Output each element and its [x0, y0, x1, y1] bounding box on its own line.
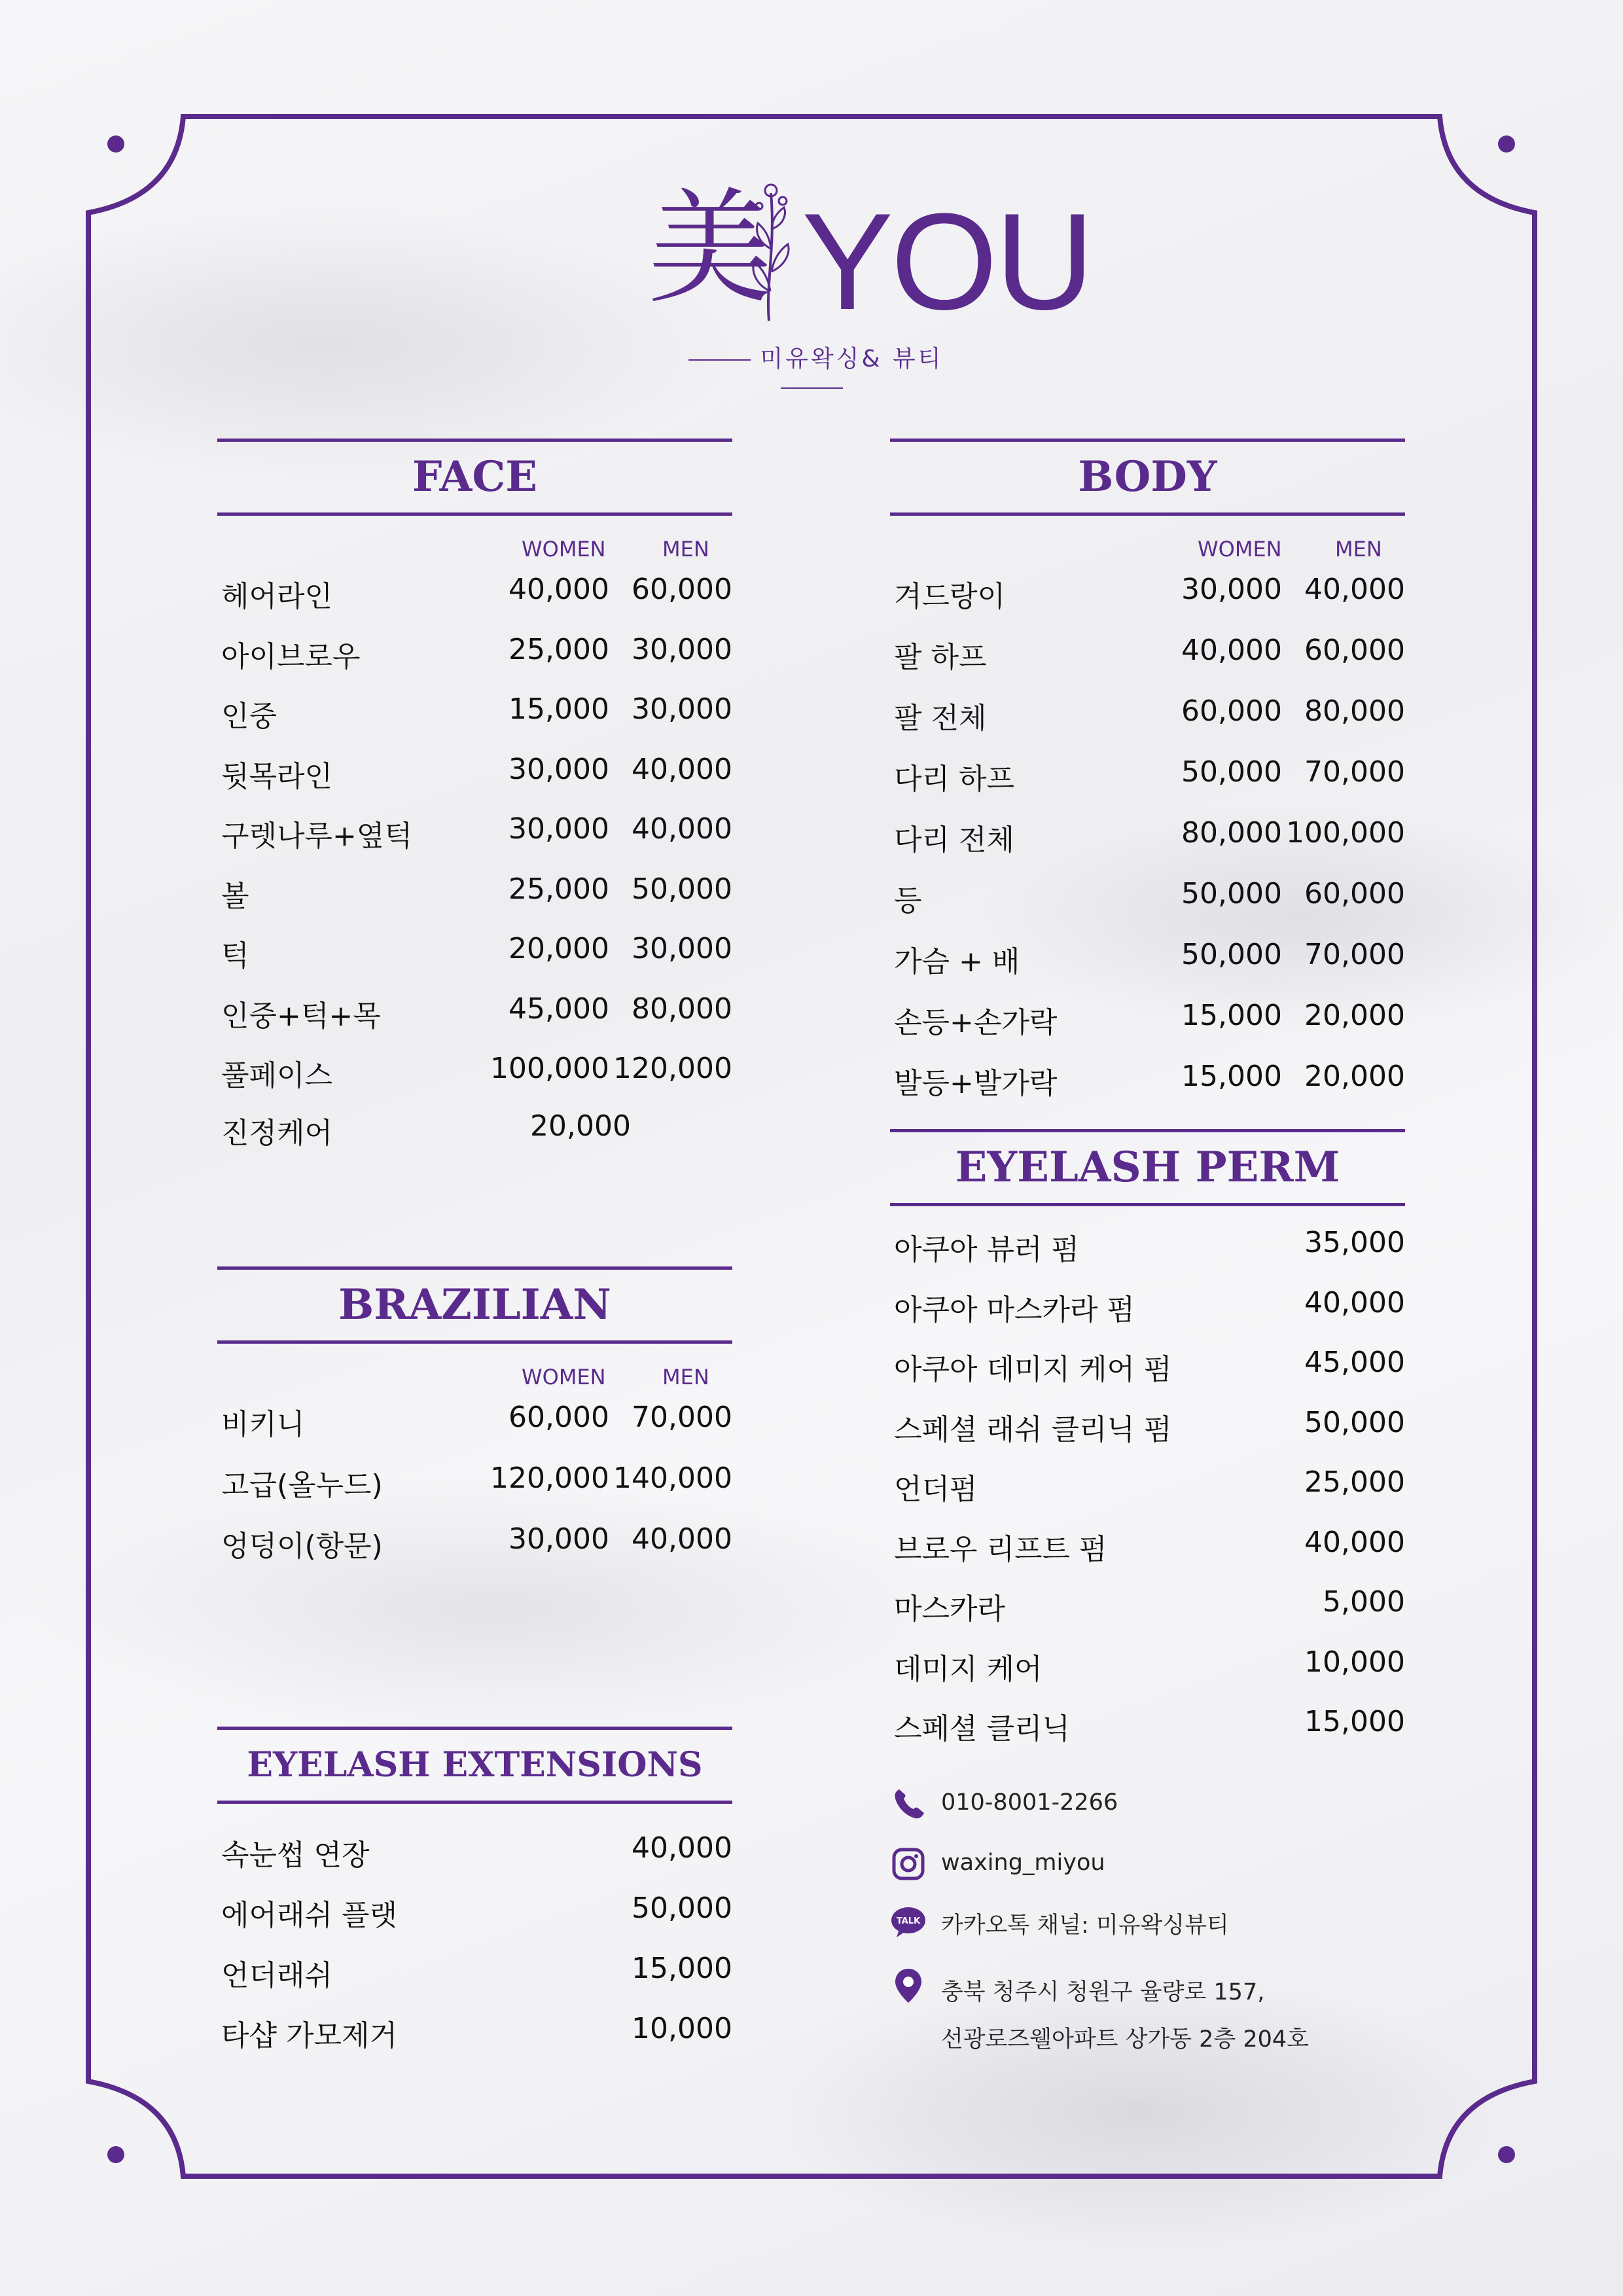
- item-name: 아쿠아 데미지 케어 펌: [894, 1353, 1172, 1386]
- price-row: [890, 1060, 1405, 1099]
- price-row: [217, 753, 732, 792]
- women-price: 15,000: [1181, 999, 1282, 1032]
- price-row: [890, 1585, 1405, 1624]
- item-name: 다리 전체: [894, 823, 1015, 857]
- women-price: 30,000: [508, 752, 609, 786]
- item-name: 등: [894, 884, 922, 918]
- item-name: 헤어라인: [221, 580, 333, 613]
- price-row: [217, 992, 732, 1031]
- price-row: [890, 1346, 1405, 1385]
- item-price: 50,000: [1304, 1405, 1405, 1439]
- item-price: 45,000: [1304, 1346, 1405, 1379]
- body-col-men: MEN: [1335, 537, 1382, 562]
- women-price: 50,000: [1181, 938, 1282, 971]
- item-name: 브로우 리프트 펌: [894, 1532, 1107, 1566]
- address-line-1: 충북 청주시 청원구 율량로 157,: [941, 1979, 1265, 2005]
- flower-sprig-icon: [740, 180, 798, 324]
- women-price: 40,000: [508, 573, 609, 606]
- price-row: [217, 1831, 732, 1871]
- item-name: 다리 하프: [894, 762, 1015, 796]
- men-price: 60,000: [1304, 634, 1405, 667]
- price-row: [217, 932, 732, 971]
- item-name: 진정케어: [221, 1117, 333, 1150]
- price-row: [890, 1705, 1405, 1744]
- item-price: 35,000: [1304, 1226, 1405, 1259]
- item-name: 풀페이스: [221, 1059, 333, 1092]
- body-col-women: WOMEN: [1198, 537, 1282, 562]
- item-price: 15,000: [1304, 1705, 1405, 1738]
- item-name: 팔 하프: [894, 641, 987, 674]
- men-price: 70,000: [1304, 938, 1405, 971]
- women-price: 45,000: [508, 992, 609, 1026]
- brand-subtitle: 미유왁싱& 뷰티: [641, 340, 982, 401]
- item-name: 데미지 케어: [894, 1652, 1043, 1686]
- item-name: 비키니: [221, 1408, 305, 1441]
- face-section: [217, 439, 732, 1158]
- price-row: [890, 1645, 1405, 1685]
- item-price: 15,000: [632, 1952, 732, 1985]
- men-price: 80,000: [632, 992, 732, 1026]
- item-name: 속눈썹 연장: [221, 1839, 370, 1872]
- item-name: 손등+손가락: [894, 1006, 1058, 1039]
- men-price: 40,000: [632, 752, 732, 786]
- price-row: [217, 1462, 732, 1501]
- item-price: 20,000: [530, 1109, 631, 1143]
- men-price: 70,000: [632, 1401, 732, 1434]
- item-price: 5,000: [1323, 1585, 1405, 1619]
- item-name: 언더래쉬: [221, 1959, 333, 1992]
- phone-icon: [890, 1785, 927, 1822]
- location-pin-icon: [890, 1967, 927, 2004]
- price-row: [217, 812, 732, 852]
- face-care-row: [217, 1109, 732, 1149]
- price-row: [890, 1465, 1405, 1505]
- men-price: 60,000: [632, 573, 732, 606]
- men-price: 30,000: [632, 932, 732, 965]
- men-price: 20,000: [1304, 999, 1405, 1032]
- face-col-women: WOMEN: [522, 537, 606, 562]
- phone-number: 010-8001-2266: [941, 1789, 1118, 1816]
- price-row: [217, 573, 732, 612]
- women-price: 15,000: [1181, 1060, 1282, 1093]
- brand-mark: 美: [648, 176, 773, 321]
- price-row: [890, 877, 1405, 916]
- men-price: 120,000: [613, 1052, 732, 1085]
- price-row: [890, 999, 1405, 1038]
- price-row: [217, 692, 732, 732]
- item-name: 인중+턱+목: [221, 999, 381, 1033]
- price-row: [890, 755, 1405, 795]
- instagram-handle: waxing_miyou: [941, 1850, 1105, 1876]
- body-title: BODY: [890, 439, 1405, 516]
- men-price: 30,000: [632, 632, 732, 666]
- women-price: 50,000: [1181, 877, 1282, 910]
- women-price: 25,000: [508, 872, 609, 906]
- women-price: 60,000: [1181, 694, 1282, 728]
- face-title: FACE: [217, 439, 732, 516]
- price-row: [890, 573, 1405, 612]
- price-row: [890, 634, 1405, 673]
- price-row: [890, 816, 1405, 855]
- item-name: 스페셜 래쉬 클리닉 펌: [894, 1412, 1172, 1446]
- face-col-men: MEN: [662, 537, 709, 562]
- price-row: [217, 1401, 732, 1440]
- women-price: 30,000: [508, 812, 609, 846]
- instagram-icon: [890, 1846, 927, 1882]
- eyelash-perm-title: EYELASH PERM: [890, 1129, 1405, 1206]
- men-price: 80,000: [1304, 694, 1405, 728]
- kakao-talk-icon: [890, 1903, 927, 1940]
- item-price: 40,000: [1304, 1525, 1405, 1559]
- brazilian-col-women: WOMEN: [522, 1365, 606, 1390]
- women-price: 40,000: [1181, 634, 1282, 667]
- svg-text:TALK: TALK: [896, 1916, 921, 1926]
- item-name: 뒷목라인: [221, 759, 333, 793]
- item-price: 40,000: [1304, 1285, 1405, 1319]
- item-name: 타샵 가모제거: [221, 2019, 398, 2053]
- men-price: 30,000: [632, 692, 732, 726]
- men-price: 140,000: [613, 1462, 732, 1495]
- item-name: 구렛나루+옆턱: [221, 819, 412, 853]
- kakao-channel: 카카오톡 채널: 미유왁싱뷰티: [941, 1912, 1229, 1939]
- item-name: 마스카라: [894, 1592, 1006, 1626]
- price-row: [890, 1526, 1405, 1565]
- item-name: 가슴 + 배: [894, 945, 1020, 978]
- price-row: [217, 1052, 732, 1091]
- women-price: 120,000: [490, 1462, 609, 1495]
- women-price: 15,000: [508, 692, 609, 726]
- item-name: 언더펌: [894, 1473, 978, 1506]
- price-row: [890, 694, 1405, 734]
- brand-name: YOU: [802, 185, 1092, 338]
- item-price: 40,000: [632, 1831, 732, 1865]
- price-row: [217, 1892, 732, 1931]
- item-name: 아이브로우: [221, 639, 361, 673]
- item-name: 인중: [221, 700, 277, 733]
- eyelash-ext-title: EYELASH EXTENSIONS: [217, 1727, 732, 1804]
- item-name: 스페셜 클리닉: [894, 1712, 1071, 1746]
- brazilian-title: BRAZILIAN: [217, 1266, 732, 1344]
- men-price: 60,000: [1304, 877, 1405, 910]
- price-row: [890, 1406, 1405, 1445]
- price-row: [890, 1226, 1405, 1265]
- item-price: 25,000: [1304, 1465, 1405, 1499]
- item-name: 엉덩이(항문): [221, 1530, 383, 1563]
- item-name: 팔 전체: [894, 702, 987, 735]
- item-price: 10,000: [632, 2012, 732, 2045]
- men-price: 20,000: [1304, 1060, 1405, 1093]
- women-price: 60,000: [508, 1401, 609, 1434]
- brand-logo: [641, 173, 1092, 376]
- price-row: [890, 1286, 1405, 1325]
- men-price: 40,000: [632, 1522, 732, 1556]
- eyelash-perm-section: [890, 1129, 1405, 1751]
- price-row: [217, 633, 732, 672]
- item-name: 볼: [221, 879, 249, 913]
- price-row: [217, 1952, 732, 1991]
- price-row: [217, 872, 732, 912]
- item-price: 50,000: [632, 1892, 732, 1925]
- women-price: 20,000: [508, 932, 609, 965]
- price-row: [890, 938, 1405, 977]
- women-price: 80,000: [1181, 816, 1282, 850]
- women-price: 50,000: [1181, 755, 1282, 789]
- women-price: 30,000: [508, 1522, 609, 1556]
- women-price: 100,000: [490, 1052, 609, 1085]
- brazilian-section: [217, 1266, 732, 1568]
- price-row: [217, 2012, 732, 2051]
- men-price: 50,000: [632, 872, 732, 906]
- men-price: 100,000: [1286, 816, 1405, 850]
- body-section: [890, 439, 1405, 1100]
- price-row: [217, 1522, 732, 1562]
- women-price: 30,000: [1181, 573, 1282, 606]
- item-name: 아쿠아 뷰러 펌: [894, 1233, 1079, 1266]
- brazilian-col-men: MEN: [662, 1365, 709, 1390]
- item-price: 10,000: [1304, 1645, 1405, 1679]
- men-price: 40,000: [632, 812, 732, 846]
- item-name: 발등+발가락: [894, 1067, 1058, 1100]
- item-name: 턱: [221, 939, 249, 973]
- item-name: 겨드랑이: [894, 580, 1006, 613]
- women-price: 25,000: [508, 632, 609, 666]
- men-price: 70,000: [1304, 755, 1405, 789]
- item-name: 고급(올누드): [221, 1469, 383, 1502]
- item-name: 에어래쉬 플랫: [221, 1899, 398, 1932]
- men-price: 40,000: [1304, 573, 1405, 606]
- address-line-2: 선광로즈웰아파트 상가동 2층 204호: [941, 2026, 1309, 2053]
- item-name: 아쿠아 마스카라 펌: [894, 1293, 1135, 1327]
- eyelash-ext-section: [217, 1727, 732, 2067]
